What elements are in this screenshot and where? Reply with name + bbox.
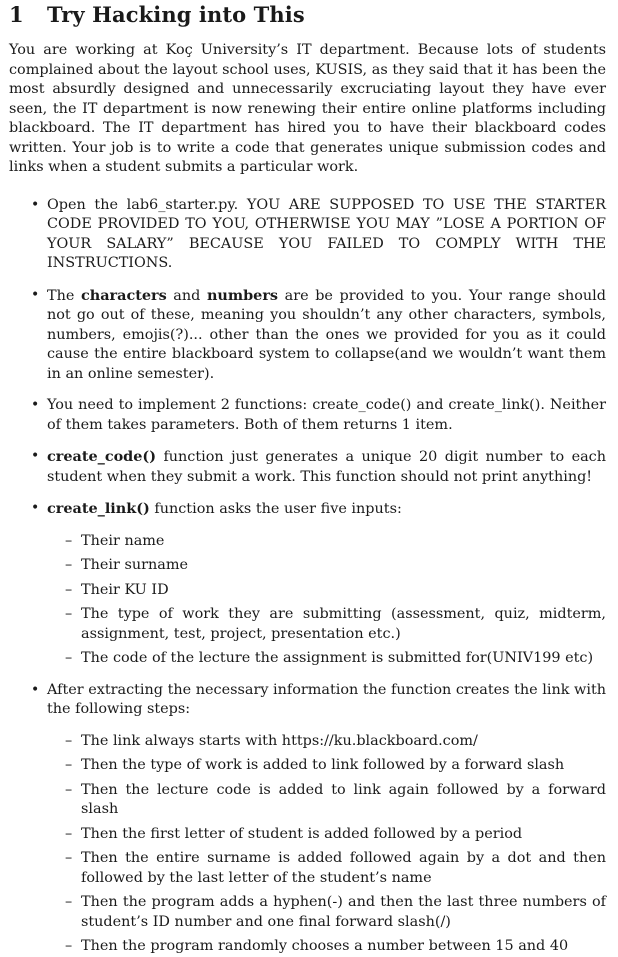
- dash-icon: –: [65, 532, 73, 549]
- bullet-create-link: [9, 499, 606, 669]
- bullet-text: function asks the user five inputs:: [149, 501, 402, 517]
- input-item: [47, 556, 606, 576]
- dash-icon: –: [65, 894, 73, 910]
- document-page: [0, 2, 618, 957]
- bold-numbers: numbers: [206, 286, 279, 304]
- instruction-list: [9, 196, 606, 957]
- bullet-text: function just generates a unique 20 digit number to each student when they submit a work. This function should not print anything!: [47, 449, 606, 485]
- dash-icon: –: [65, 606, 73, 622]
- function-name-create-code: create_code(): [47, 448, 157, 465]
- input-list: [47, 532, 606, 669]
- bold-characters: characters: [80, 286, 167, 304]
- step-item: [47, 937, 606, 957]
- step-item-text: The link always starts with https://ku.blackboard.com/: [81, 732, 478, 749]
- dash-icon: –: [65, 581, 73, 598]
- bullet-starter-code: [9, 196, 606, 274]
- dash-icon: –: [65, 557, 73, 573]
- bullet-icon: •: [31, 500, 40, 516]
- dash-icon: –: [65, 781, 73, 798]
- bullet-text: After extracting the necessary information the function creates the link with the following steps:: [47, 681, 607, 717]
- input-item: [47, 581, 606, 601]
- input-item: [47, 649, 606, 669]
- bullet-implement-functions: [9, 396, 606, 435]
- bullet-icon: •: [31, 196, 40, 213]
- bullet-link-steps: [9, 681, 606, 957]
- input-item-text: Their surname: [81, 557, 188, 573]
- dash-icon: –: [65, 732, 73, 749]
- section-heading: [9, 2, 606, 28]
- section-title: Try Hacking into This: [47, 2, 305, 27]
- input-item-text: The code of the lecture the assignment is submitted for(UNIV199 etc): [81, 650, 594, 666]
- bullet-text-pre: The: [47, 287, 81, 304]
- step-item-text: Then the program randomly chooses a number between 15 and 40: [81, 938, 569, 954]
- step-item: [47, 825, 606, 845]
- steps-list: [47, 732, 606, 957]
- section-number: 1: [9, 2, 24, 27]
- step-item-text: Then the program adds a hyphen(-) and then the last three numbers of student’s ID number and one final forward slash(/): [81, 894, 606, 930]
- input-item-text: The type of work they are submitting (assessment, quiz, midterm, assignment, test, project, presentation etc.): [81, 606, 606, 642]
- bullet-icon: •: [31, 286, 40, 303]
- dash-icon: –: [65, 757, 73, 773]
- step-item-text: Then the lecture code is added to link again followed by a forward slash: [81, 781, 606, 817]
- dash-icon: –: [65, 650, 73, 666]
- step-item-text: Then the entire surname is added followed again by a dot and then followed by the last letter of the student’s name: [81, 850, 606, 886]
- step-item: [47, 756, 606, 776]
- input-item-text: Their name: [81, 532, 165, 549]
- dash-icon: –: [65, 938, 73, 954]
- bullet-characters-numbers: [9, 286, 606, 385]
- dash-icon: –: [65, 850, 73, 866]
- bullet-create-code: [9, 447, 606, 487]
- input-item: [47, 605, 606, 644]
- step-item: [47, 732, 606, 752]
- bullet-icon: •: [31, 681, 40, 698]
- step-item-text: Then the first letter of student is added followed by a period: [81, 825, 523, 842]
- input-item: [47, 532, 606, 552]
- step-item: [47, 849, 606, 888]
- function-name-create-link: create_link(): [47, 500, 150, 517]
- step-item: [47, 893, 606, 932]
- bullet-icon: •: [31, 448, 40, 464]
- bullet-text: Open the lab6_starter.py. YOU ARE SUPPOSED TO USE THE STARTER CODE PROVIDED TO YOU, OTHERWISE YOU MAY ”LOSE A PORTION OF YOUR SALARY” BECAUSE YOU FAILED TO COMPLY WITH THE INSTRUCTIONS.: [47, 196, 606, 271]
- step-item: [47, 781, 606, 820]
- intro-paragraph: You are working at Koç University’s IT department. Because lots of students complained about the layout school uses, KUSIS, as they said that it has been the most absurdly designed and unnecessarily excruciating layout they have ever seen, the IT department is now renewing their entire online platforms including blackboard. The IT department has hired you to have their blackboard codes written. Your job is to write a code that generates unique submission codes and links when a student submits a particular work.: [9, 42, 606, 175]
- bullet-text-mid: and: [166, 287, 207, 304]
- dash-icon: –: [65, 825, 73, 842]
- step-item-text: Then the type of work is added to link followed by a forward slash: [81, 757, 565, 773]
- bullet-text: You need to implement 2 functions: create_code() and create_link(). Neither of them takes parameters. Both of them returns 1 item.: [47, 397, 606, 433]
- input-item-text: Their KU ID: [81, 581, 169, 598]
- bullet-text-post: are be provided to you. Your range should not go out of these, meaning you shouldn’t any other characters, symbols, numbers, emojis(?)... other than the ones we provided for you as it could cause the entire blackboard system to collapse(and we wouldn’t want them in an online semester).: [47, 287, 606, 382]
- bullet-icon: •: [31, 397, 40, 413]
